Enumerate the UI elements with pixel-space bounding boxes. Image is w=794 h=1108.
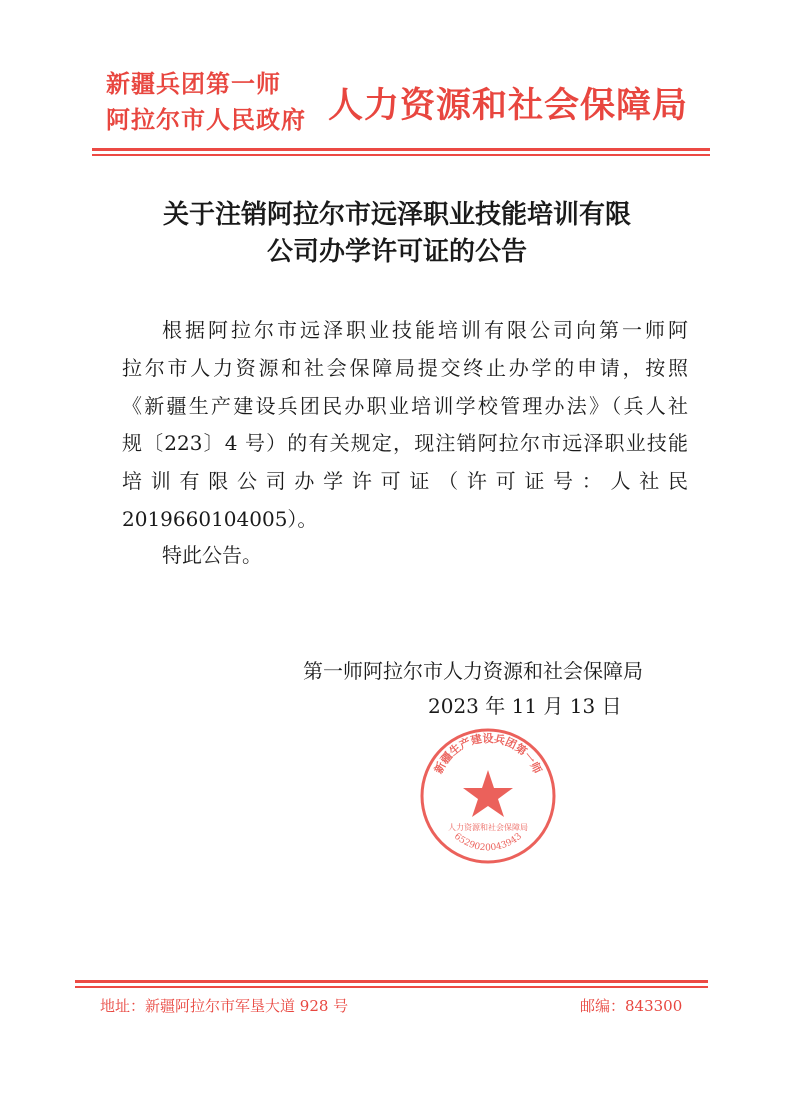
footer-rule: [75, 980, 708, 983]
document-title: [0, 197, 794, 271]
document-body: [122, 312, 688, 539]
body-line: 2019660104005）。: [122, 506, 318, 531]
issue-date: 2023 年 11 月 13 日: [428, 694, 622, 718]
letterhead-rule: [92, 148, 710, 151]
letterhead-line-2: 阿拉尔市人民政府: [106, 105, 306, 134]
seal-number: 6529020043943: [452, 831, 524, 854]
body-line: 根据阿拉尔市远泽职业技能培训有限公司向第一师阿: [162, 318, 688, 342]
body-line: 培训有限公司办学许可证（许可证号：人社民: [122, 469, 688, 494]
body-line: 《新疆生产建设兵团民办职业培训学校管理办法》（兵人社: [122, 393, 688, 418]
letterhead-org-left: [106, 66, 306, 138]
seal-top-text: 新疆生产建设兵团第一师: [431, 732, 545, 776]
title-line-2: 公司办学许可证的公告: [266, 237, 527, 267]
footer-rule-thin: [75, 986, 708, 988]
official-seal-icon: [418, 726, 558, 866]
letterhead-rule-thin: [92, 154, 710, 156]
body-line: 拉尔市人力资源和社会保障局提交终止办学的申请，按照: [122, 355, 688, 380]
letterhead-org-right: 人力资源和社会保障局: [328, 85, 689, 126]
body-line: 规〔223〕4 号）的有关规定，现注销阿拉尔市远泽职业技能: [122, 431, 688, 456]
issuer-signature: 第一师阿拉尔市人力资源和社会保障局: [303, 659, 643, 683]
footer-postcode: 邮编：843300: [580, 997, 683, 1015]
footer-address: 地址：新疆阿拉尔市军垦大道 928 号: [100, 997, 349, 1015]
svg-text:新疆生产建设兵团第一师: [431, 731, 545, 776]
closing-text: 特此公告。: [162, 543, 262, 567]
seal-inner-text: 人力资源和社会保障局: [448, 823, 528, 832]
title-line-1: 关于注销阿拉尔市远泽职业技能培训有限: [162, 200, 631, 230]
letterhead-line-1: 新疆兵团第一师: [106, 69, 281, 98]
svg-text:6529020043943: [452, 831, 524, 853]
